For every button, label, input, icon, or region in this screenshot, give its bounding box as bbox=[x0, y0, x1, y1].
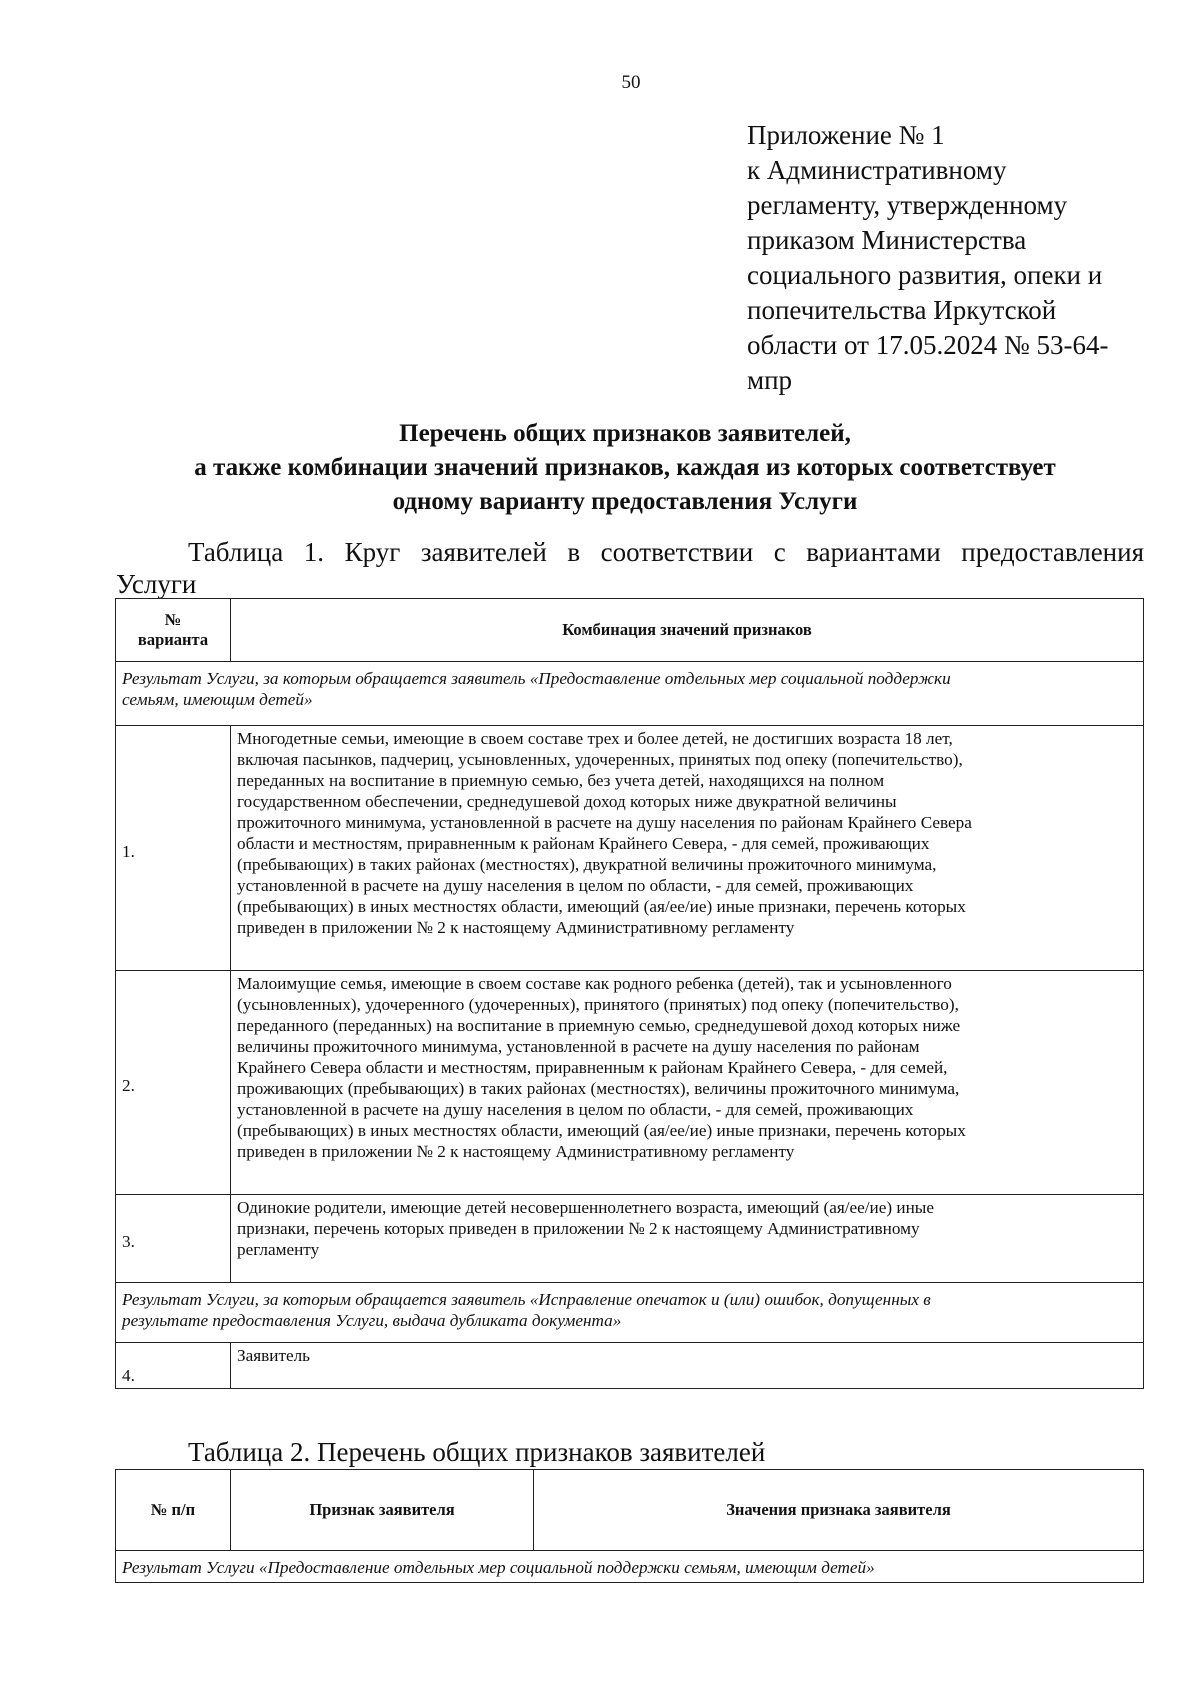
variants-table bbox=[115, 598, 1144, 1389]
description-line: переданных на воспитание в приемную семью, без учета детей, находящихся на полном bbox=[237, 771, 885, 790]
header-combination: Комбинация значений признаков bbox=[231, 599, 1144, 662]
appendix-line: к Административному bbox=[747, 155, 1007, 185]
title-line: Перечень общих признаков заявителей, bbox=[399, 420, 851, 447]
description-line: приведен в приложении № 2 к настоящему Административному регламенту bbox=[237, 918, 795, 937]
variant-number: 3. bbox=[116, 1195, 231, 1283]
header-variant-number bbox=[116, 599, 231, 662]
appendix-line: приказом Министерства bbox=[747, 225, 1027, 255]
variant-description bbox=[231, 726, 1144, 971]
header-row-number: № п/п bbox=[116, 1470, 231, 1551]
description-line: приведен в приложении № 2 к настоящему Административному регламенту bbox=[237, 1142, 795, 1161]
table-header-row bbox=[116, 599, 1144, 662]
header-text: № bbox=[164, 610, 182, 629]
description-line: включая пасынков, падчериц, усыновленных, удочеренных, принятых под опеку (попечительство), bbox=[237, 750, 963, 769]
table2-caption: Таблица 2. Перечень общих признаков заявителей bbox=[188, 1437, 766, 1467]
table-row bbox=[116, 1195, 1144, 1283]
appendix-line: области от 17.05.2024 № 53-64- bbox=[747, 330, 1109, 360]
appendix-line: социального развития, опеки и bbox=[747, 260, 1103, 290]
document-title bbox=[110, 417, 1140, 519]
header-text: варианта bbox=[137, 630, 209, 649]
description-line: регламенту bbox=[237, 1240, 320, 1259]
table-row bbox=[116, 726, 1144, 971]
result-line: Результат Услуги, за которым обращается заявитель «Исправление опечаток и (или) ошибок, допущенных в bbox=[122, 1290, 931, 1309]
page-number: 50 bbox=[621, 72, 641, 93]
appendix-line: регламенту, утвержденному bbox=[747, 190, 1068, 220]
title-line: а также комбинации значений признаков, каждая из которых соответствует bbox=[194, 454, 1056, 481]
result-cell: Результат Услуги «Предоставление отдельных мер социальной поддержки семьям, имеющим детей» bbox=[116, 1551, 1144, 1583]
result-row bbox=[116, 1551, 1144, 1583]
result-row bbox=[116, 1283, 1144, 1343]
description-line: (усыновленных), удочеренного (удочеренных), принятого (принятых) под опеку (попечительство), bbox=[237, 995, 959, 1014]
description-line: величины прожиточного минимума, установленной в расчете на душу населения по районам bbox=[237, 1037, 920, 1056]
description-line: Крайнего Севера области и местностям, приравненным к районам Крайнего Севера, - для семей, bbox=[237, 1058, 948, 1077]
result-line: Результат Услуги, за которым обращается заявитель «Предоставление отдельных мер социальной поддержки bbox=[122, 669, 951, 688]
table1-caption-line: Услуги bbox=[116, 569, 197, 599]
variant-description bbox=[231, 971, 1144, 1195]
result-line: семьям, имеющим детей» bbox=[122, 690, 313, 709]
applicant-signs-table bbox=[115, 1469, 1144, 1583]
table1-caption bbox=[116, 536, 1144, 600]
description-line: Многодетные семьи, имеющие в своем составе трех и более детей, не достигших возраста 18 лет, bbox=[237, 729, 953, 748]
table-row bbox=[116, 971, 1144, 1195]
appendix-line: Приложение № 1 bbox=[747, 120, 945, 150]
description-line: (пребывающих) в иных местностях области, имеющий (ая/ее/ие) иные признаки, перечень которых bbox=[237, 1121, 966, 1140]
variant-description bbox=[231, 1195, 1144, 1283]
description-line: государственном обеспечении, среднедушевой доход которых ниже двукратной величины bbox=[237, 792, 897, 811]
appendix-heading bbox=[747, 118, 1147, 398]
table1-caption-line: Таблица 1. Круг заявителей в соответствии с вариантами предоставления bbox=[188, 537, 1144, 567]
title-line: одному варианту предоставления Услуги bbox=[392, 488, 858, 515]
description-line: Малоимущие семья, имеющие в своем составе как родного ребенка (детей), так и усыновленного bbox=[237, 974, 952, 993]
result-cell bbox=[116, 662, 1144, 726]
description-line: признаки, перечень которых приведен в приложении № 2 к настоящему Административному bbox=[237, 1219, 920, 1238]
appendix-line: мпр bbox=[747, 365, 793, 395]
variant-number: 4. bbox=[116, 1343, 231, 1389]
table-header-row bbox=[116, 1470, 1144, 1551]
variant-number: 1. bbox=[116, 726, 231, 971]
appendix-line: попечительства Иркутской bbox=[747, 295, 1057, 325]
description-line: (пребывающих) в таких районах (местностях), двукратной величины прожиточного минимума, bbox=[237, 855, 937, 874]
description-line: установленной в расчете на душу населения в целом по области, - для семей, проживающих bbox=[237, 1100, 914, 1119]
description-line: переданного (переданных) на воспитание в приемную семью, среднедушевой доход которых ниже bbox=[237, 1016, 961, 1035]
variant-number: 2. bbox=[116, 971, 231, 1195]
description-line: установленной в расчете на душу населения в целом по области, - для семей, проживающих bbox=[237, 876, 914, 895]
result-row bbox=[116, 662, 1144, 726]
description-line: Одинокие родители, имеющие детей несовершеннолетнего возраста, имеющий (ая/ее/ие) иные bbox=[237, 1198, 934, 1217]
description-line: области и местностям, приравненным к районам Крайнего Севера, - для семей, проживающих bbox=[237, 834, 930, 853]
variant-description: Заявитель bbox=[231, 1343, 1144, 1389]
result-cell bbox=[116, 1283, 1144, 1343]
description-line: (пребывающих) в иных местностях области, имеющий (ая/ее/ие) иные признаки, перечень которых bbox=[237, 897, 966, 916]
result-line: результате предоставления Услуги, выдача дубликата документа» bbox=[122, 1311, 622, 1330]
description-line: прожиточного минимума, установленной в расчете на душу населения по районам Крайнего Севера bbox=[237, 813, 972, 832]
header-applicant-sign: Признак заявителя bbox=[231, 1470, 534, 1551]
description-line: проживающих (пребывающих) в таких районах (местностях), величины прожиточного минимума, bbox=[237, 1079, 960, 1098]
table-row bbox=[116, 1343, 1144, 1389]
header-sign-values: Значения признака заявителя bbox=[534, 1470, 1144, 1551]
